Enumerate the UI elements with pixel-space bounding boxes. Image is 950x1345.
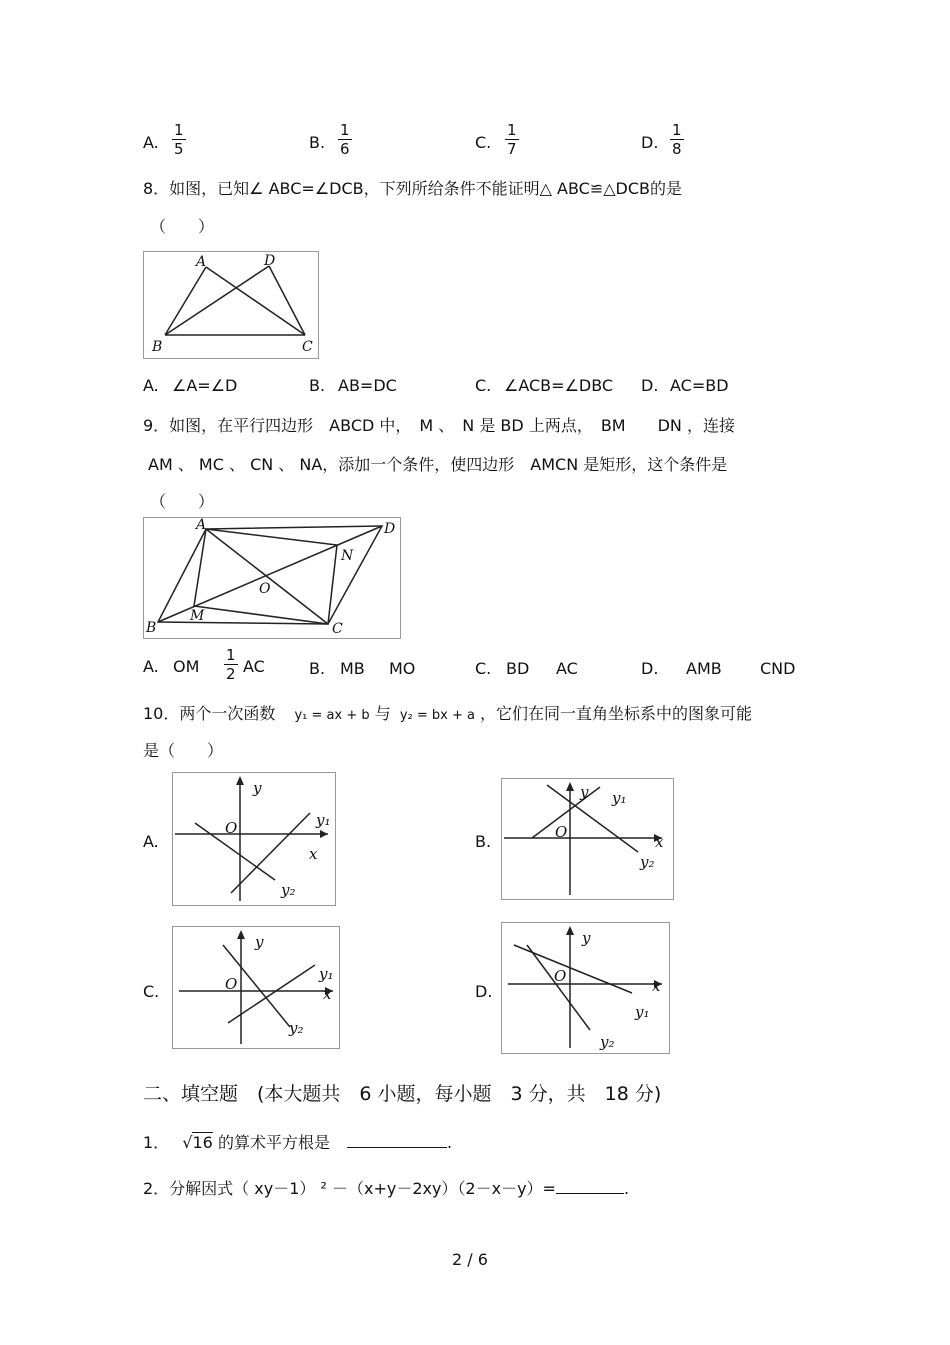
fill2-answer-blank[interactable] — [556, 1193, 624, 1194]
label-y1: y₁ — [319, 965, 334, 983]
q7-option-a-letter: A. — [143, 133, 159, 152]
q9-option-d-left: AMB — [686, 659, 722, 678]
q8-text: 8．如图，已知∠ ABC=∠DCB，下列所给条件不能证明△ ABC≌△DCB的是 — [143, 179, 683, 198]
q9-line2: AM 、 MC 、 CN 、 NA，添加一个条件，使四边形 AMCN 是矩形，这个条件是 — [148, 455, 728, 474]
label-b: B — [152, 339, 163, 355]
label-d: D — [384, 521, 396, 537]
q10-line1 — [143, 701, 752, 724]
page-number: 2 / 6 — [452, 1250, 488, 1269]
graph-a-svg — [173, 773, 335, 905]
q10-option-c-letter: C. — [143, 982, 160, 1001]
label-b: B — [146, 620, 157, 636]
q7-option-a-fraction — [172, 121, 186, 158]
label-y1: y₁ — [635, 1003, 650, 1021]
label-o: O — [554, 967, 567, 985]
label-o: O — [555, 823, 568, 841]
label-o: O — [259, 581, 271, 597]
q8-option-d-letter: D. — [641, 376, 659, 395]
q8-option-d-text: AC=BD — [670, 376, 729, 395]
q9-option-c-right: AC — [556, 659, 578, 678]
q8-option-b-text: AB=DC — [338, 376, 397, 395]
label-y2: y₂ — [640, 853, 655, 871]
q10-function-1: y₁ = ax + b — [294, 708, 370, 723]
q7-c-den: 7 — [507, 140, 517, 158]
q10-graph-b — [501, 778, 674, 900]
line-y2 — [527, 945, 590, 1030]
label-c: C — [302, 339, 313, 355]
q10-graph-a — [172, 772, 336, 906]
q7-d-num: 1 — [672, 121, 682, 139]
y-arrow-icon — [237, 930, 245, 939]
q9-option-a-post: AC — [243, 657, 265, 676]
q9-paren: （ ） — [150, 492, 215, 511]
label-x: x — [652, 977, 661, 995]
segment-ac — [206, 267, 305, 335]
fill2-line — [143, 1176, 629, 1199]
q9-option-c-left: BD — [506, 659, 530, 678]
q8-triangles-diagram — [144, 252, 318, 358]
x-arrow-icon — [320, 830, 328, 838]
q10-graph-d — [501, 922, 670, 1054]
label-x: x — [655, 833, 664, 851]
label-y1: y₁ — [612, 789, 627, 807]
label-y: y — [580, 783, 589, 801]
graph-b-svg — [502, 779, 673, 899]
q8-option-c-text: ∠ACB=∠DBC — [504, 376, 614, 395]
q10-option-d-letter: D. — [475, 982, 493, 1001]
q8-figure — [143, 251, 319, 359]
q9-a-num: 1 — [226, 646, 236, 664]
graph-d-svg — [502, 923, 669, 1053]
q9-option-c-letter: C. — [475, 659, 492, 678]
q7-c-num: 1 — [507, 121, 517, 139]
q8-option-b-letter: B. — [309, 376, 326, 395]
q7-a-num: 1 — [174, 121, 184, 139]
label-d: D — [264, 253, 276, 269]
fill1-answer-blank[interactable] — [347, 1147, 447, 1148]
label-y: y — [253, 779, 262, 797]
label-n: N — [341, 548, 354, 564]
y-arrow-icon — [236, 776, 244, 785]
q7-a-den: 5 — [174, 140, 184, 158]
q9-figure — [143, 517, 401, 639]
q7-b-den: 6 — [340, 140, 350, 158]
q8-paren: （ ） — [150, 217, 215, 236]
segment-ba — [165, 267, 206, 335]
sqrt-expression — [182, 1133, 213, 1152]
y-arrow-icon — [566, 782, 574, 791]
q9-option-b-right: MO — [389, 659, 416, 678]
label-y: y — [255, 933, 264, 951]
label-y2: y₂ — [600, 1033, 615, 1051]
q7-option-c-letter: C. — [475, 133, 492, 152]
label-y2: y₂ — [289, 1019, 304, 1037]
label-x: x — [323, 985, 332, 1003]
label-o: O — [225, 819, 238, 837]
q7-b-num: 1 — [340, 121, 350, 139]
segment-bd — [165, 266, 269, 335]
label-y1: y₁ — [316, 811, 331, 829]
fill1-line — [143, 1130, 452, 1153]
q7-option-d-letter: D. — [641, 133, 659, 152]
q10-function-2: y₂ = bx + a — [399, 708, 475, 723]
label-x: x — [309, 845, 318, 863]
graph-c-svg — [173, 927, 339, 1048]
line-y1 — [231, 813, 310, 893]
q10-option-b-letter: B. — [475, 832, 492, 851]
q9-option-a-fraction — [224, 646, 238, 683]
q9-option-a-pre: OM — [173, 657, 200, 676]
label-a: A — [196, 518, 207, 533]
q9-a-den: 2 — [226, 665, 236, 683]
q10-option-a-letter: A. — [143, 832, 159, 851]
label-y2: y₂ — [281, 881, 296, 899]
q9-option-b-left: MB — [340, 659, 365, 678]
q9-option-d-right: CND — [760, 659, 796, 678]
sqrt-radicand: 16 — [192, 1133, 213, 1152]
q8-option-c-letter: C. — [475, 376, 492, 395]
section-fill-in-title: 二、填空题 (本大题共 6 小题，每小题 3 分，共 18 分) — [143, 1083, 662, 1105]
q7-option-b-letter: B. — [309, 133, 326, 152]
q7-option-d-fraction — [670, 121, 684, 158]
q10-graph-c — [172, 926, 340, 1049]
q9-line1: 9．如图，在平行四边形 ABCD 中， M 、 N 是 BD 上两点， BM DN ，连接 — [143, 416, 735, 435]
label-a: A — [196, 254, 207, 270]
q7-option-b-fraction — [338, 121, 352, 158]
q10-line2: 是（ ） — [143, 741, 224, 760]
q9-option-b-letter: B. — [309, 659, 326, 678]
fill2-text: 2．分解因式（ xy－1） ² －（x+y－2xy）（2－x－y）= — [143, 1179, 556, 1198]
q10-prefix: 10．两个一次函数 — [143, 704, 276, 723]
fill1-end: . — [447, 1133, 453, 1152]
label-o: O — [225, 975, 238, 993]
fill1-text: 的算术平方根是 — [217, 1133, 330, 1152]
fill2-end: . — [623, 1179, 630, 1198]
q7-d-den: 8 — [672, 140, 682, 158]
q8-option-a-letter: A. — [143, 376, 159, 395]
label-y: y — [582, 929, 591, 947]
q9-parallelogram-diagram — [144, 518, 400, 638]
q10-mid: 与 — [374, 704, 391, 723]
q9-option-a-letter: A. — [143, 657, 159, 676]
q7-option-c-fraction — [505, 121, 519, 158]
fill1-number: 1． — [143, 1133, 170, 1152]
label-c: C — [332, 621, 343, 637]
q8-option-a-text: ∠A=∠D — [172, 376, 238, 395]
y-arrow-icon — [566, 926, 574, 935]
label-m: M — [190, 608, 205, 624]
segment-dc — [269, 266, 305, 335]
sqrt-icon: √ — [182, 1133, 193, 1152]
q10-suffix: ，它们在同一直角坐标系中的图象可能 — [480, 704, 753, 723]
q9-option-d-letter: D. — [641, 659, 659, 678]
